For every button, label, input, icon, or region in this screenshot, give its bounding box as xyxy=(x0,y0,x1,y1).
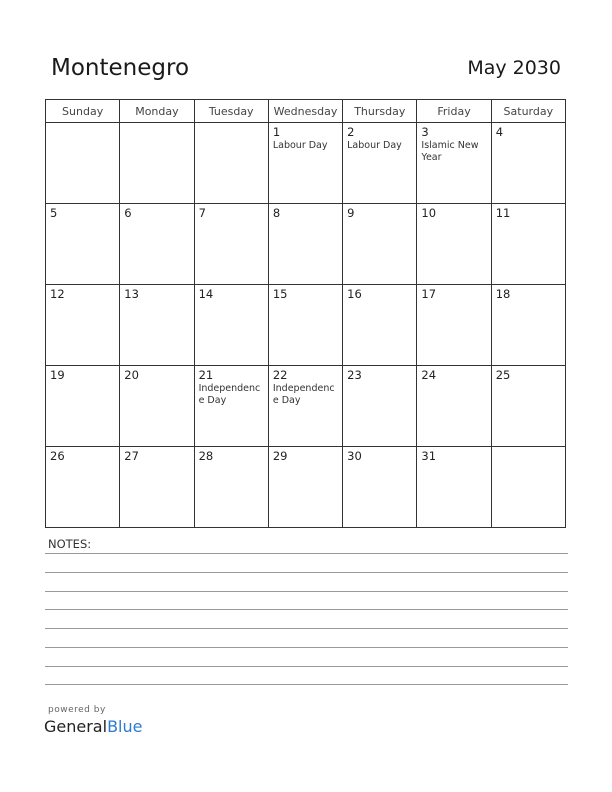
notes-line xyxy=(45,684,568,685)
day-cell xyxy=(343,366,417,447)
day-cell xyxy=(120,447,194,528)
holiday-label: Labour Day xyxy=(272,140,328,151)
week-row xyxy=(46,447,566,528)
day-number: 14 xyxy=(198,287,214,301)
day-cell xyxy=(491,447,565,528)
day-cell xyxy=(268,447,342,528)
day-number: 4 xyxy=(495,125,504,139)
holiday-label: Independence Day xyxy=(198,383,261,406)
day-cell xyxy=(120,204,194,285)
notes-line xyxy=(45,609,568,610)
day-number: 9 xyxy=(347,206,355,220)
week-row xyxy=(46,366,566,447)
day-cell xyxy=(268,366,342,447)
day-cell xyxy=(194,285,268,366)
day-number: 10 xyxy=(421,206,437,220)
day-cell xyxy=(491,204,565,285)
weekday-thursday: Thursday xyxy=(343,100,417,123)
generalblue-logo xyxy=(44,717,142,736)
weekday-wednesday: Wednesday xyxy=(268,100,342,123)
day-cell xyxy=(343,123,417,204)
day-number: 12 xyxy=(50,287,65,301)
day-number: 25 xyxy=(495,368,511,382)
holiday-label: Independence Day xyxy=(272,383,335,406)
day-number: 29 xyxy=(272,449,288,463)
day-cell xyxy=(194,366,268,447)
weekday-tuesday: Tuesday xyxy=(194,100,268,123)
notes-line xyxy=(45,591,568,592)
week-row xyxy=(46,204,566,285)
day-cell xyxy=(343,447,417,528)
day-cell xyxy=(343,204,417,285)
weekday-friday: Friday xyxy=(417,100,491,123)
brand-blue: Blue xyxy=(107,717,143,736)
day-cell xyxy=(46,285,120,366)
day-number: 5 xyxy=(50,206,58,220)
day-cell xyxy=(417,123,491,204)
day-number: 16 xyxy=(347,287,362,301)
day-number: 23 xyxy=(347,368,362,382)
day-number: 28 xyxy=(198,449,214,463)
notes-line xyxy=(45,666,568,667)
day-number: 22 xyxy=(272,368,288,382)
day-cell xyxy=(120,366,194,447)
calendar-country-title: Montenegro xyxy=(51,55,190,81)
day-number: 31 xyxy=(421,449,437,463)
brand-general: General xyxy=(44,717,108,736)
day-number: 18 xyxy=(495,287,511,301)
day-cell xyxy=(46,366,120,447)
day-cell xyxy=(343,285,417,366)
notes-line xyxy=(45,572,568,573)
day-cell xyxy=(46,204,120,285)
day-cell xyxy=(46,123,120,204)
day-cell xyxy=(417,447,491,528)
day-cell xyxy=(120,123,194,204)
notes-line xyxy=(45,628,568,629)
notes-label: NOTES: xyxy=(48,537,92,551)
day-number: 7 xyxy=(198,206,206,220)
week-row xyxy=(46,285,566,366)
day-number: 24 xyxy=(421,368,437,382)
weekday-monday: Monday xyxy=(120,100,194,123)
notes-line xyxy=(45,553,568,554)
day-cell xyxy=(491,285,565,366)
day-number: 30 xyxy=(347,449,362,463)
powered-by-text: powered by xyxy=(48,705,106,715)
day-cell xyxy=(268,123,342,204)
weekday-saturday: Saturday xyxy=(491,100,565,123)
weekday-sunday: Sunday xyxy=(46,100,120,123)
calendar-grid xyxy=(45,99,566,528)
day-cell xyxy=(120,285,194,366)
day-number: 2 xyxy=(347,125,355,139)
day-number: 20 xyxy=(124,368,139,382)
day-number: 27 xyxy=(124,449,139,463)
day-number: 3 xyxy=(421,125,429,139)
day-number: 15 xyxy=(272,287,288,301)
week-row xyxy=(46,123,566,204)
day-number: 17 xyxy=(421,287,437,301)
day-cell xyxy=(268,204,342,285)
weekday-header-row xyxy=(46,100,566,123)
day-number: 21 xyxy=(198,368,214,382)
day-cell xyxy=(491,366,565,447)
day-number: 1 xyxy=(272,125,281,139)
day-cell xyxy=(194,447,268,528)
holiday-label: Labour Day xyxy=(347,140,402,151)
calendar-month-year: May 2030 xyxy=(467,57,561,79)
notes-line xyxy=(45,647,568,648)
day-cell xyxy=(194,123,268,204)
day-cell xyxy=(194,204,268,285)
day-number: 8 xyxy=(272,206,281,220)
day-number: 26 xyxy=(50,449,65,463)
day-cell xyxy=(417,204,491,285)
day-cell xyxy=(268,285,342,366)
day-cell xyxy=(417,366,491,447)
day-number: 6 xyxy=(124,206,132,220)
day-number: 19 xyxy=(50,368,65,382)
day-cell xyxy=(417,285,491,366)
day-cell xyxy=(491,123,565,204)
day-number: 13 xyxy=(124,287,139,301)
day-cell xyxy=(46,447,120,528)
day-number: 11 xyxy=(495,206,511,220)
holiday-label: Islamic New Year xyxy=(421,140,479,163)
